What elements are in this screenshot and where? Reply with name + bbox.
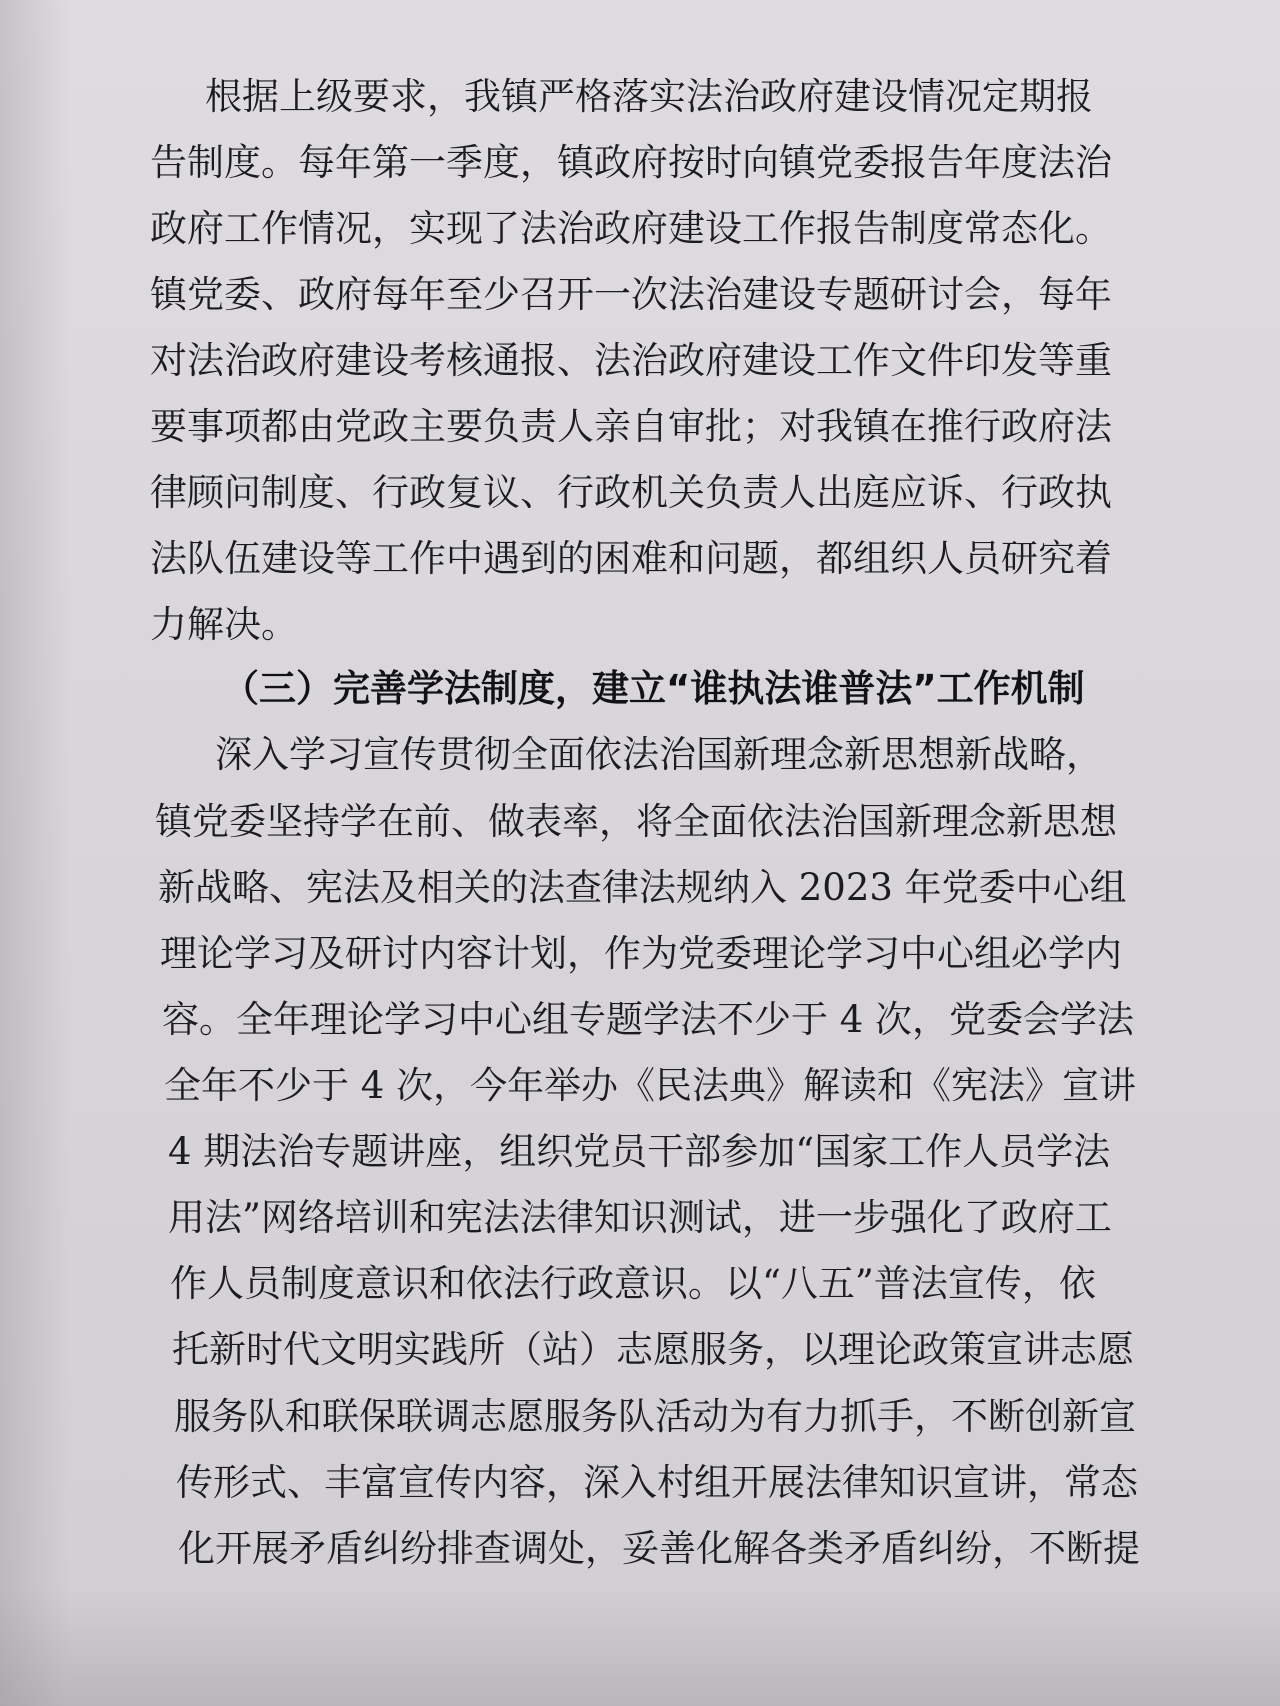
paragraph2-line: 作人员制度意识和依法行政意识。以“八五”普法宣传，依 xyxy=(170,1262,1096,1305)
paragraph2-line: 托新时代文明实践所（站）志愿服务，以理论政策宣讲志愿 xyxy=(172,1328,1134,1371)
paragraph2-line: 深入学习宣传贯彻全面依法治国新理念新思想新战略， xyxy=(215,733,1103,776)
paragraph1-line: 镇党委、政府每年至少召开一次法治建设专题研讨会，每年 xyxy=(150,273,1112,316)
page-shadow-bottom xyxy=(0,1586,1280,1706)
paragraph2-line: 容。全年理论学习中心组专题学法不少于 4 次，党委会学法 xyxy=(162,998,1135,1041)
paragraph2-line: 用法”网络培训和宪法法律知识测试，进一步强化了政府工 xyxy=(168,1196,1112,1239)
paragraph1-line: 对法治政府建设考核通报、法治政府建设工作文件印发等重 xyxy=(150,339,1112,382)
paragraph2-line: 传形式、丰富宣传内容，深入村组开展法律知识宣讲，常态 xyxy=(176,1461,1138,1504)
paragraph2-line: 理论学习及研讨内容计划，作为党委理论学习中心组必学内 xyxy=(160,932,1122,975)
paragraph1-line: 根据上级要求，我镇严格落实法治政府建设情况定期报 xyxy=(205,75,1093,118)
paragraph1-line: 政府工作情况，实现了法治政府建设工作报告制度常态化。 xyxy=(150,207,1112,250)
paragraph2-line: 全年不少于 4 次，今年举办《民法典》解读和《宪法》宣讲 xyxy=(164,1064,1137,1107)
page-shadow-left xyxy=(0,0,70,1706)
paragraph2-line: 镇党委坚持学在前、做表率，将全面依法治国新理念新思想 xyxy=(155,800,1117,843)
paragraph1-line: 告制度。每年第一季度，镇政府按时向镇党委报告年度法治 xyxy=(150,141,1112,184)
paragraph1-line: 法队伍建设等工作中遇到的困难和问题，都组织人员研究着 xyxy=(150,537,1112,580)
paragraph2-line: 新战略、宪法及相关的法查律法规纳入 2023 年党委中心组 xyxy=(158,866,1127,909)
paragraph2-line: 4 期法治专题讲座，组织党员干部参加“国家工作人员学法 xyxy=(168,1130,1111,1173)
paragraph2-line: 化开展矛盾纠纷排查调处，妥善化解各类矛盾纠纷，不断提 xyxy=(178,1527,1140,1570)
paragraph1-line: 律顾问制度、行政复议、行政机关负责人出庭应诉、行政执 xyxy=(150,471,1112,514)
section-heading: （三）完善学法制度，建立“谁执法谁普法”工作机制 xyxy=(222,667,1085,710)
paragraph1-line: 力解决。 xyxy=(150,603,298,646)
paragraph1-line: 要事项都由党政主要负责人亲自审批；对我镇在推行政府法 xyxy=(150,405,1112,448)
paragraph2-line: 服务队和联保联调志愿服务队活动为有力抓手，不断创新宣 xyxy=(174,1395,1136,1438)
